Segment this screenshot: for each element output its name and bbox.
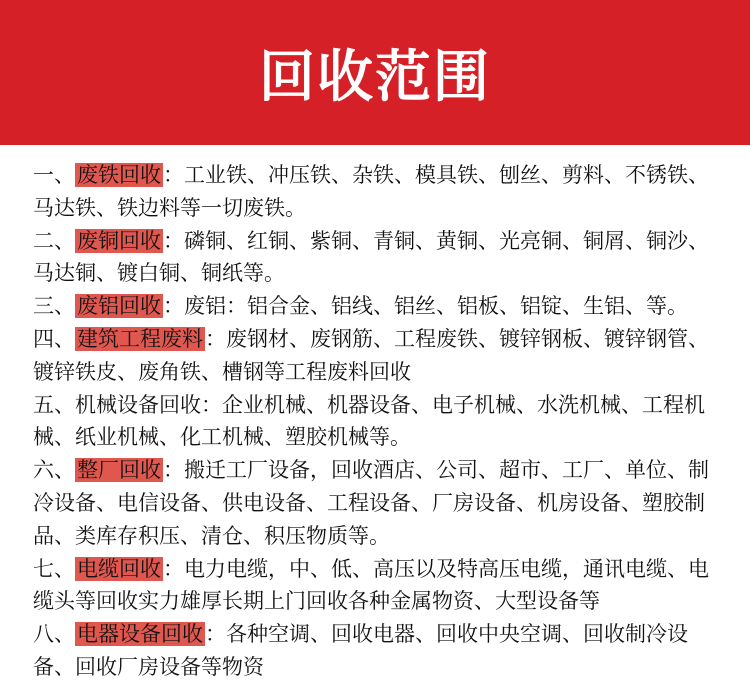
item-label-highlighted: 电器设备回收 <box>77 622 203 647</box>
item-prefix: 五、 <box>33 392 75 417</box>
item-description: ：工业铁、冲压铁、杂铁、模具铁、刨丝、剪料、不锈铁、马达铁、铁边料等一切废铁。 <box>33 163 709 220</box>
item-prefix: 三、 <box>33 294 75 319</box>
list-item-scrap-aluminum <box>33 290 720 323</box>
item-label-highlighted: 废铁回收 <box>77 163 161 187</box>
item-description: ：搬迁工厂设备，回收酒店、公司、超市、工厂、单位、制冷设备、电信设备、供电设备、工程设备、厂房设备、机房设备、塑胶制品、类库存积压、清仓、积压物质等。 <box>33 458 709 548</box>
header-banner <box>0 0 750 145</box>
item-description: ：磷铜、红铜、紫铜、青铜、黄铜、光亮铜、铜屑、铜沙、马达铜、镀白铜、铜纸等。 <box>33 228 709 286</box>
list-item-machinery <box>33 389 720 455</box>
list-item-whole-factory <box>33 454 720 552</box>
item-prefix: 八、 <box>33 622 75 647</box>
item-label-highlighted: 废铝回收 <box>77 294 161 319</box>
list-item-cable <box>33 553 720 619</box>
item-label-highlighted: 建筑工程废料 <box>77 326 203 351</box>
recycling-scope-list <box>0 145 750 684</box>
item-description: ：废铝：铝合金、铝线、铝丝、铝板、铝锭、生铝、等。 <box>163 294 688 319</box>
item-description: ：企业机械、机器设备、电子机械、水洗机械、工程机械、纸业机械、化工机械、塑胶机械等。 <box>33 392 705 450</box>
item-label-highlighted: 废铜回收 <box>77 228 161 253</box>
item-label-highlighted: 电缆回收 <box>77 556 161 581</box>
item-description: ：电力电缆，中、低、高压以及特高压电缆，通讯电缆、电缆头等回收实力雄厚长期上门回收各种金属物资、大型设备等 <box>33 556 709 614</box>
item-prefix: 二、 <box>33 228 75 253</box>
list-item-scrap-copper <box>33 225 720 291</box>
list-item-construction-waste <box>33 323 720 389</box>
page-title: 回收范围 <box>259 44 491 110</box>
list-item-electrical-equipment <box>33 618 720 684</box>
item-label-highlighted: 整厂回收 <box>77 458 161 483</box>
item-label: 机械设备回收 <box>75 392 201 417</box>
item-prefix: 六、 <box>33 458 75 483</box>
item-prefix: 一、 <box>33 163 75 187</box>
item-prefix: 七、 <box>33 556 75 581</box>
list-item-scrap-iron <box>33 159 720 225</box>
item-description: ：各种空调、回收电器、回收中央空调、回收制冷设备、回收厂房设备等物资 <box>33 622 688 679</box>
item-prefix: 四、 <box>33 326 75 351</box>
item-description: ：废钢材、废钢筋、工程废铁、镀锌钢板、镀锌钢管、镀锌铁皮、废角铁、槽钢等工程废料回收 <box>33 326 709 384</box>
